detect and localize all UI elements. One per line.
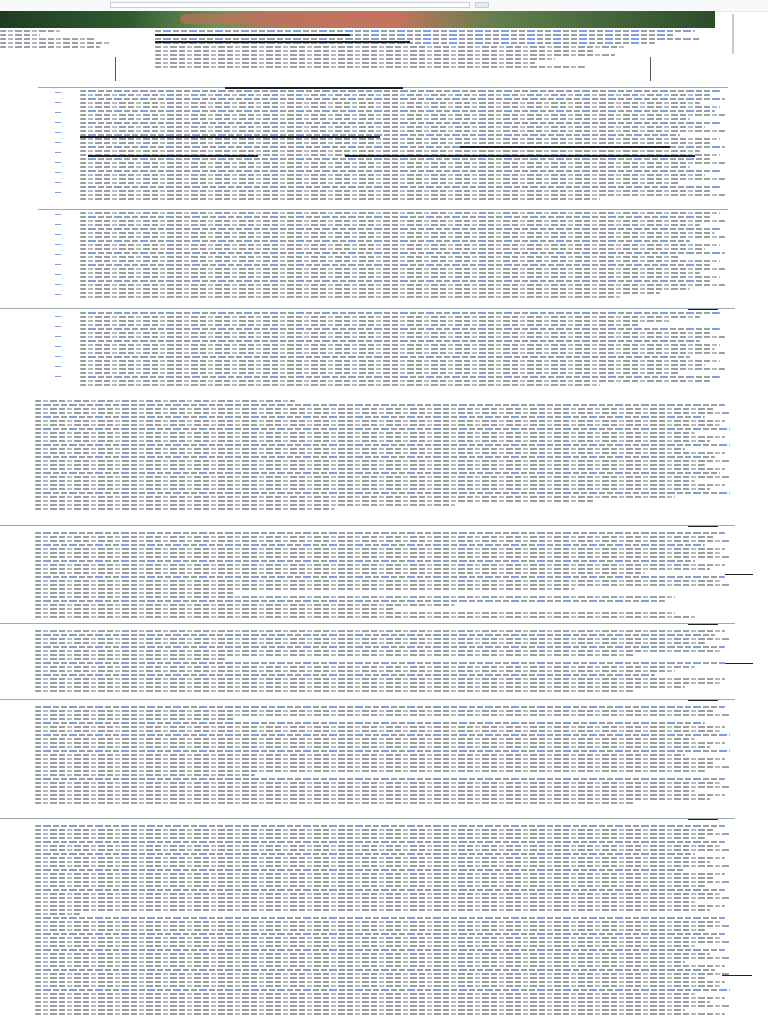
section-body-2 [80,212,725,300]
section-body-3 [80,312,725,392]
line-numbers-3 [55,316,63,386]
section-body-6 [35,630,730,698]
banner-image [0,11,715,28]
section-body-8 [35,825,730,1021]
toc-underline-2 [155,41,410,43]
section-rule-5 [0,525,735,526]
toc-area [155,30,725,70]
section-rule-6 [0,623,735,624]
side-rule-8b [722,975,752,976]
search-input[interactable] [110,2,470,8]
divider-left [115,57,116,81]
section-body-5 [35,532,730,620]
side-rule-6 [688,624,718,625]
scrollbar[interactable] [732,14,734,54]
section-body-4 [35,400,730,524]
line-numbers-2 [55,214,63,304]
side-rule-3 [688,309,718,310]
search-button[interactable] [475,2,489,8]
side-rule-5b [725,574,753,575]
line-numbers-1 [55,92,63,202]
sidebar-text [0,30,130,50]
side-rule-5 [688,526,718,527]
side-rule-7 [688,700,718,701]
highlight-bar-4 [88,155,258,157]
side-rule-6b [725,663,753,664]
side-rule-8 [688,819,718,820]
highlight-bar-5 [345,155,695,157]
section-rule-3 [0,308,735,309]
section-rule-7 [0,699,735,700]
section-body-7 [35,706,730,816]
banner-highlight [180,14,410,24]
section-rule-2 [38,209,728,210]
sidebar [0,30,150,50]
highlight-bar-2 [80,136,380,138]
toc-lines [155,30,715,70]
highlight-bar-1 [225,87,403,89]
divider-right [650,57,651,81]
toc-underline [155,34,350,36]
highlight-bar-3 [460,146,670,148]
section-rule-8 [0,818,735,819]
